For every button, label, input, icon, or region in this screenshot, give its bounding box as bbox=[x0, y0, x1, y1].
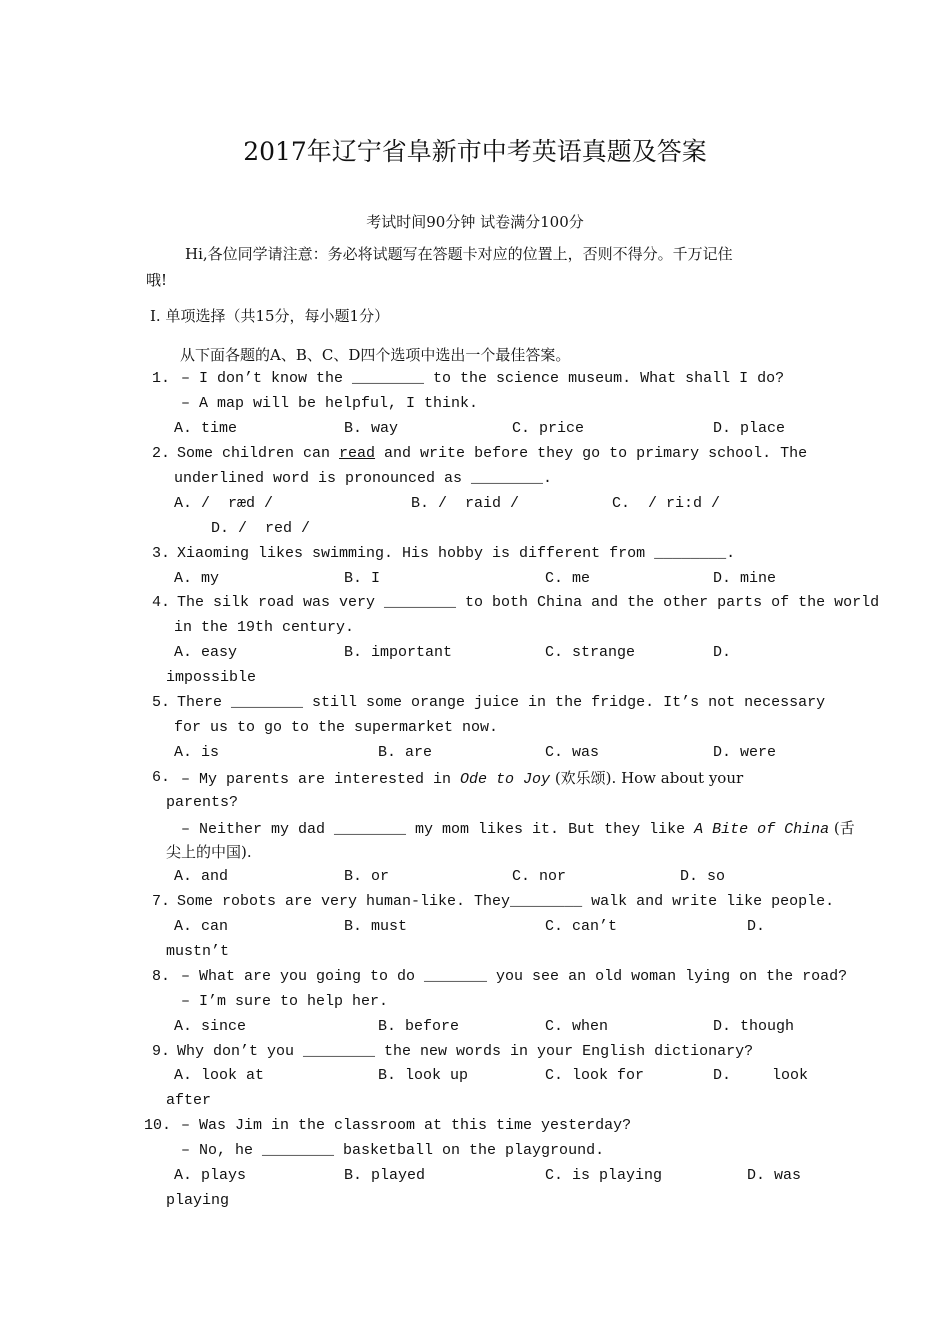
option-a: A. is bbox=[174, 744, 220, 761]
question-number: 3. bbox=[152, 545, 171, 562]
question-text: – I don’t know the ________ to the science museum. What shall I do? bbox=[181, 370, 785, 387]
option-b: B. or bbox=[344, 868, 390, 885]
italic-title: A Bite of China bbox=[694, 821, 830, 838]
question-number: 6. bbox=[152, 769, 171, 786]
option-a: A. plays bbox=[174, 1167, 247, 1184]
notice-line-1: Hi,各位同学请注意：务必将试题写在答题卡对应的位置上，否则不得分。千万记住 bbox=[185, 245, 733, 263]
section-instruction: 从下面各题的A、B、C、D四个选项中选出一个最佳答案。 bbox=[180, 346, 571, 364]
option-d-text: playing bbox=[166, 1192, 230, 1209]
underlined-word: read bbox=[339, 445, 376, 462]
option-b: B. way bbox=[344, 420, 399, 437]
question-text: – No, he ________ basketball on the playground. bbox=[181, 1142, 605, 1159]
page-title: 2017年辽宁省阜新市中考英语真题及答案 bbox=[243, 137, 707, 166]
question-text: There ________ still some orange juice in the fridge. It’s not necessary bbox=[177, 694, 826, 711]
question-text: – I’m sure to help her. bbox=[181, 993, 389, 1010]
question-text: Xiaoming likes swimming. His hobby is different from ________. bbox=[177, 545, 736, 562]
option-c: C. is playing bbox=[545, 1167, 663, 1184]
section-heading: Ⅰ. 单项选择（共15分，每小题1分） bbox=[150, 307, 390, 325]
option-c: C. me bbox=[545, 570, 591, 587]
option-b: B. must bbox=[344, 918, 408, 935]
question-text: Why don’t you ________ the new words in your English dictionary? bbox=[177, 1043, 754, 1060]
option-d-text: mustn’t bbox=[166, 943, 230, 960]
italic-title: Ode to Joy bbox=[460, 771, 551, 788]
option-a: A. look at bbox=[174, 1067, 265, 1084]
option-b: B. played bbox=[344, 1167, 426, 1184]
option-a: A. / ræd / bbox=[174, 495, 274, 512]
question-text: for us to go to the supermarket now. bbox=[174, 719, 499, 736]
notice-line-2: 哦! bbox=[146, 271, 168, 289]
option-d: D. so bbox=[680, 868, 726, 885]
question-text: The silk road was very ________ to both China and the other parts of the world bbox=[177, 594, 880, 611]
exam-info: 考试时间90分钟 试卷满分100分 bbox=[366, 213, 584, 231]
question-number: 10. bbox=[144, 1117, 172, 1134]
option-a: A. can bbox=[174, 918, 229, 935]
question-text: Some robots are very human-like. They________ walk and write like people. bbox=[177, 893, 835, 910]
question-text: in the 19th century. bbox=[174, 619, 355, 636]
option-d-text: impossible bbox=[166, 669, 257, 686]
option-d-text: after bbox=[166, 1092, 212, 1109]
option-d: D. place bbox=[713, 420, 786, 437]
option-d: D. bbox=[747, 918, 766, 935]
option-d: D. mine bbox=[713, 570, 777, 587]
question-text: parents? bbox=[166, 794, 239, 811]
option-c: C. can’t bbox=[545, 918, 618, 935]
option-c: C. was bbox=[545, 744, 600, 761]
option-c: C. / ri:d / bbox=[612, 495, 721, 512]
option-c: C. nor bbox=[512, 868, 567, 885]
option-c: C. strange bbox=[545, 644, 636, 661]
option-b: B. I bbox=[344, 570, 381, 587]
question-text: – A map will be helpful, I think. bbox=[181, 395, 479, 412]
question-number: 1. bbox=[152, 370, 171, 387]
question-text: 尖上的中国). bbox=[166, 843, 252, 861]
option-d: D. / red / bbox=[211, 520, 311, 537]
question-number: 7. bbox=[152, 893, 171, 910]
option-b: B. look up bbox=[378, 1067, 469, 1084]
question-number: 9. bbox=[152, 1043, 171, 1060]
option-d: D. bbox=[713, 1067, 732, 1084]
option-c: C. look for bbox=[545, 1067, 645, 1084]
option-a: A. time bbox=[174, 420, 238, 437]
option-a: A. since bbox=[174, 1018, 247, 1035]
question-number: 4. bbox=[152, 594, 171, 611]
option-a: A. and bbox=[174, 868, 229, 885]
question-text: Some children can read and write before they go to primary school. The bbox=[177, 445, 808, 462]
question-text: – What are you going to do _______ you see an old woman lying on the road? bbox=[181, 968, 848, 985]
option-d: D. were bbox=[713, 744, 777, 761]
option-d: D. bbox=[713, 644, 732, 661]
option-b: B. are bbox=[378, 744, 433, 761]
question-text: – Was Jim in the classroom at this time yesterday? bbox=[181, 1117, 632, 1134]
option-c: C. when bbox=[545, 1018, 609, 1035]
option-a: A. easy bbox=[174, 644, 238, 661]
option-a: A. my bbox=[174, 570, 220, 587]
question-number: 8. bbox=[152, 968, 171, 985]
question-text: underlined word is pronounced as ________. bbox=[174, 470, 553, 487]
option-d-text: look bbox=[772, 1067, 809, 1084]
option-d: D. was bbox=[747, 1167, 802, 1184]
question-text: – My parents are interested in Ode to Joy (欢乐颂). How about your bbox=[181, 769, 744, 788]
option-b: B. important bbox=[344, 644, 453, 661]
question-text: – Neither my dad ________ my mom likes it. But they like A Bite of China (舌 bbox=[181, 819, 855, 838]
option-c: C. price bbox=[512, 420, 585, 437]
option-d: D. though bbox=[713, 1018, 795, 1035]
question-number: 5. bbox=[152, 694, 171, 711]
question-number: 2. bbox=[152, 445, 171, 462]
option-b: B. / raid / bbox=[411, 495, 520, 512]
option-b: B. before bbox=[378, 1018, 460, 1035]
